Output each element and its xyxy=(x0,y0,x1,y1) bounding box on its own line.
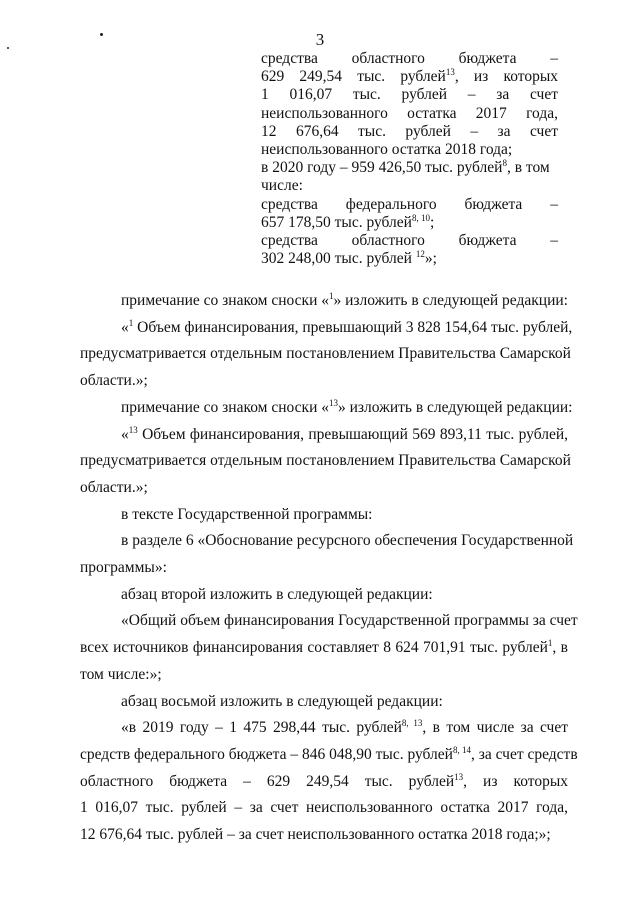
paragraph-line: в разделе 6 «Обоснование ресурсного обеспечения Государственной xyxy=(121,532,574,550)
footnote-ref: 1 xyxy=(329,291,334,301)
footnote-ref: 8, 14 xyxy=(452,744,471,755)
footnote-ref: 8, 10 xyxy=(411,212,430,223)
column-line: 629 249,54 тыс. рублей$^{13}$, из которых xyxy=(261,67,558,86)
column-line: средства областного бюджета – xyxy=(261,232,558,250)
paragraph-line: примечание со знаком сноски «$^1$» изложить в следующей редакции: xyxy=(121,291,568,309)
paragraph-line: средств федерального бюджета – 846 048,90 тыс. рублей$^{8, 14}$, за счет средств xyxy=(80,744,578,763)
page-number: 3 xyxy=(315,30,325,49)
paragraph-line: в тексте Государственной программы: xyxy=(121,505,373,523)
column-line: 1 016,07 тыс. рублей – за счет xyxy=(261,86,558,104)
footnote-ref: 13 xyxy=(329,397,338,408)
paragraph-line: предусматривается отдельным постановлением Правительства Самарской xyxy=(80,345,571,363)
paragraph-line: программы»: xyxy=(80,559,167,577)
column-line: средства областного бюджета – xyxy=(261,50,558,67)
footnote-ref: 12 xyxy=(415,249,425,260)
paragraph-line: 1 016,07 тыс. рублей – за счет неиспользованного остатка 2017 года, xyxy=(80,799,568,817)
paragraph-line: области.»; xyxy=(80,478,148,496)
paragraph-line: области.»; xyxy=(80,372,148,390)
paragraph-line: примечание со знаком сноски «$^{13}$» изложить в следующей редакции: xyxy=(121,397,573,416)
footnote-ref: 1 xyxy=(128,317,134,328)
footnote-ref: 8, 13 xyxy=(401,718,423,729)
footnote-ref: 8 xyxy=(502,158,507,169)
paragraph-line: 12 676,64 тыс. рублей – за счет неиспользованного остатка 2018 года;»; xyxy=(80,826,551,844)
paragraph-line: предусматривается отдельным постановлением Правительства Самарской xyxy=(80,452,571,470)
paragraph-line: абзац второй изложить в следующей редакции: xyxy=(121,585,433,603)
footnote-ref: 13 xyxy=(445,67,455,78)
column-line: 302 248,00 тыс. рублей $^{12}$»; xyxy=(261,249,437,268)
paragraph-line: том числе:»; xyxy=(80,665,162,683)
paragraph-line: абзац восьмой изложить в следующей редакции: xyxy=(121,692,443,710)
footnote-ref: 1 xyxy=(547,638,553,649)
amount-column xyxy=(261,50,558,268)
paragraph-line: «Общий объем финансирования Государственной программы за счет xyxy=(121,612,578,630)
column-line: числе: xyxy=(261,177,303,195)
footnote-ref: 13 xyxy=(128,424,138,435)
paragraph-line: «$^1$ Объем финансирования, превышающий 3 828 154,64 тыс. рублей, xyxy=(121,317,573,336)
footnote-ref: 13 xyxy=(454,771,464,782)
column-line: неиспользованного остатка 2018 года; xyxy=(261,141,513,159)
paragraph-line: «$^{13}$ Объем финансирования, превышающий 569 893,11 тыс. рублей, xyxy=(121,424,568,443)
paragraph-line: областного бюджета – 629 249,54 тыс. рублей$^{13}$, из которых xyxy=(80,771,568,790)
column-line: в 2020 году – 959 426,50 тыс. рублей$^8$, в том xyxy=(261,158,550,177)
column-line: неиспользованного остатка 2017 года, xyxy=(261,104,558,122)
column-line: 657 178,50 тыс. рублей$^{8, 10}$; xyxy=(261,212,435,231)
column-line: средства федерального бюджета – xyxy=(261,195,558,213)
column-line: 12 676,64 тыс. рублей – за счет xyxy=(261,122,558,140)
paragraph-line: всех источников финансирования составляет 8 624 701,91 тыс. рублей$^1$, в xyxy=(80,638,568,657)
paragraph-line: «в 2019 году – 1 475 298,44 тыс. рублей$^{8, 13}$, в том числе за счет xyxy=(121,718,568,737)
main-text xyxy=(80,288,578,849)
